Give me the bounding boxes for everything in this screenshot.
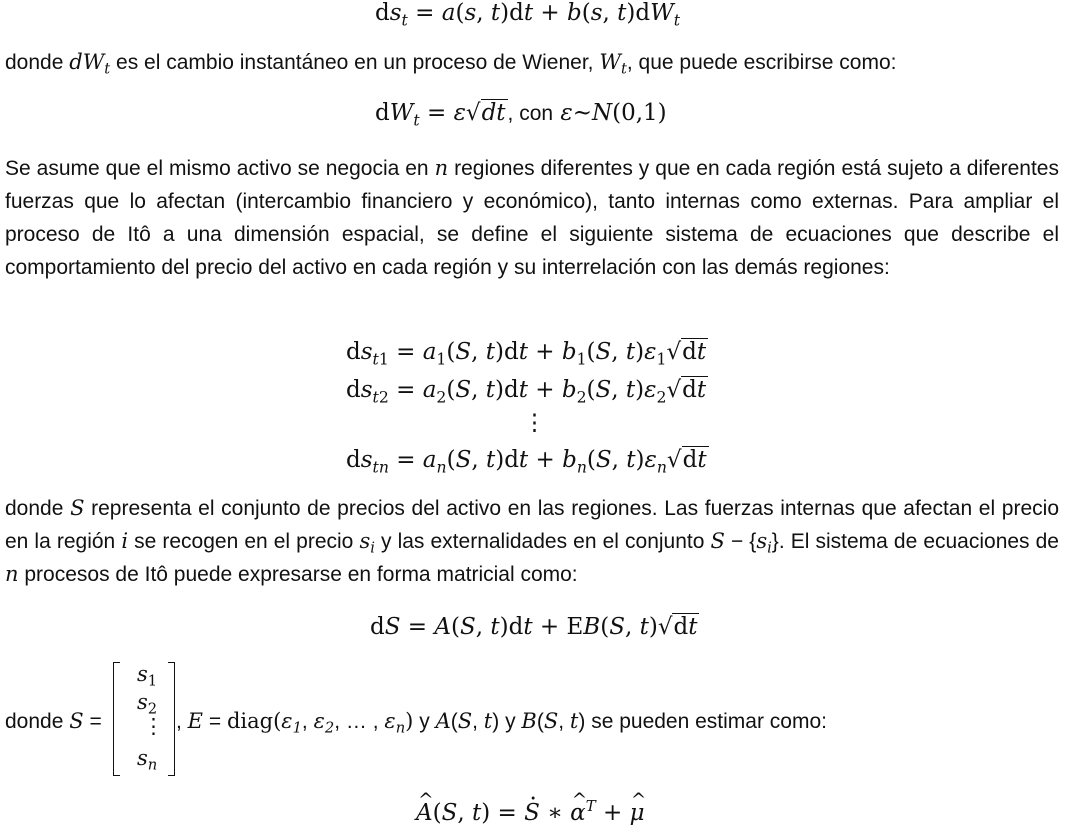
matrix-cell-s1: $s_1$ xyxy=(137,662,158,690)
paragraph-wiener-intro: donde $dW_t$ es el cambio instantáneo en un proceso de Wiener, $W_t$, que puede escribirse como: xyxy=(5,50,897,78)
right-bracket xyxy=(168,662,175,776)
paragraph-S-def-right: , $E = diag(\varepsilon_1$, $\varepsilon_2$, … , $\varepsilon_n$) y A(S, t) y B(S, t) se pueden estimar como: xyxy=(176,709,827,737)
s-vector-matrix xyxy=(113,662,175,778)
matrix-cell-sn: $s_n$ xyxy=(137,746,158,774)
wiener-equation: $dW_t = \varepsilon√dt$, con ε~N(0,1) xyxy=(375,100,667,130)
system-eq-2: $ds_{t2} = a_2(S$, $t)dt + b_2(S$, $t)\varepsilon_2√dt$ xyxy=(346,377,707,407)
system-vdots: ⋮ xyxy=(523,410,546,436)
left-bracket xyxy=(113,662,120,776)
matrix-cell-s2: $s_2$ xyxy=(137,690,158,718)
paragraph-set-S: donde S representa el conjunto de precios del activo en las regiones. Las fuerzas internas que afectan el precio en la región i se recogen en el precio $s_i$ y las externalidades en el conjunto $S - \{s_i\}$. El sistema de ecuaciones de n procesos de Itô puede expresarse en forma matricial como: xyxy=(5,496,1059,586)
paragraph-regions: Se asume que el mismo activo se negocia en n regiones diferentes y que en cada región está sujeto a diferentes fuerzas que lo afectan (intercambio financiero y económico), tanto internas como externas. Para ampliar el proceso de Itô a una dimensión espacial, se define el siguiente sistema de ecuaciones que describe el comportamiento del precio del activo en cada región y su interrelación con las demás regiones: xyxy=(5,156,1059,279)
estimate-equation: ^ A(S, t) = · S ∗ ^ $\alpha^T$ + ^ μ xyxy=(416,800,645,826)
system-eq-1: $ds_{t1} = a_1(S$, $t)dt + b_1(S$, $t)\varepsilon_1√dt$ xyxy=(346,339,707,369)
ito-equation: $ds_t = a(s$, t)dt + b(s, $t)dW_t$ xyxy=(375,0,681,30)
paragraph-S-def-left: donde S = xyxy=(5,709,102,733)
system-eq-n: $ds_{tn} = a_n(S$, $t)dt + b_n(S$, $t)\varepsilon_n√dt$ xyxy=(346,447,707,477)
matrix-cell-vdots: ⋮ xyxy=(143,714,164,738)
matrix-equation: dS = A(S, t)dt + EB(S, t)√dt xyxy=(370,614,698,640)
